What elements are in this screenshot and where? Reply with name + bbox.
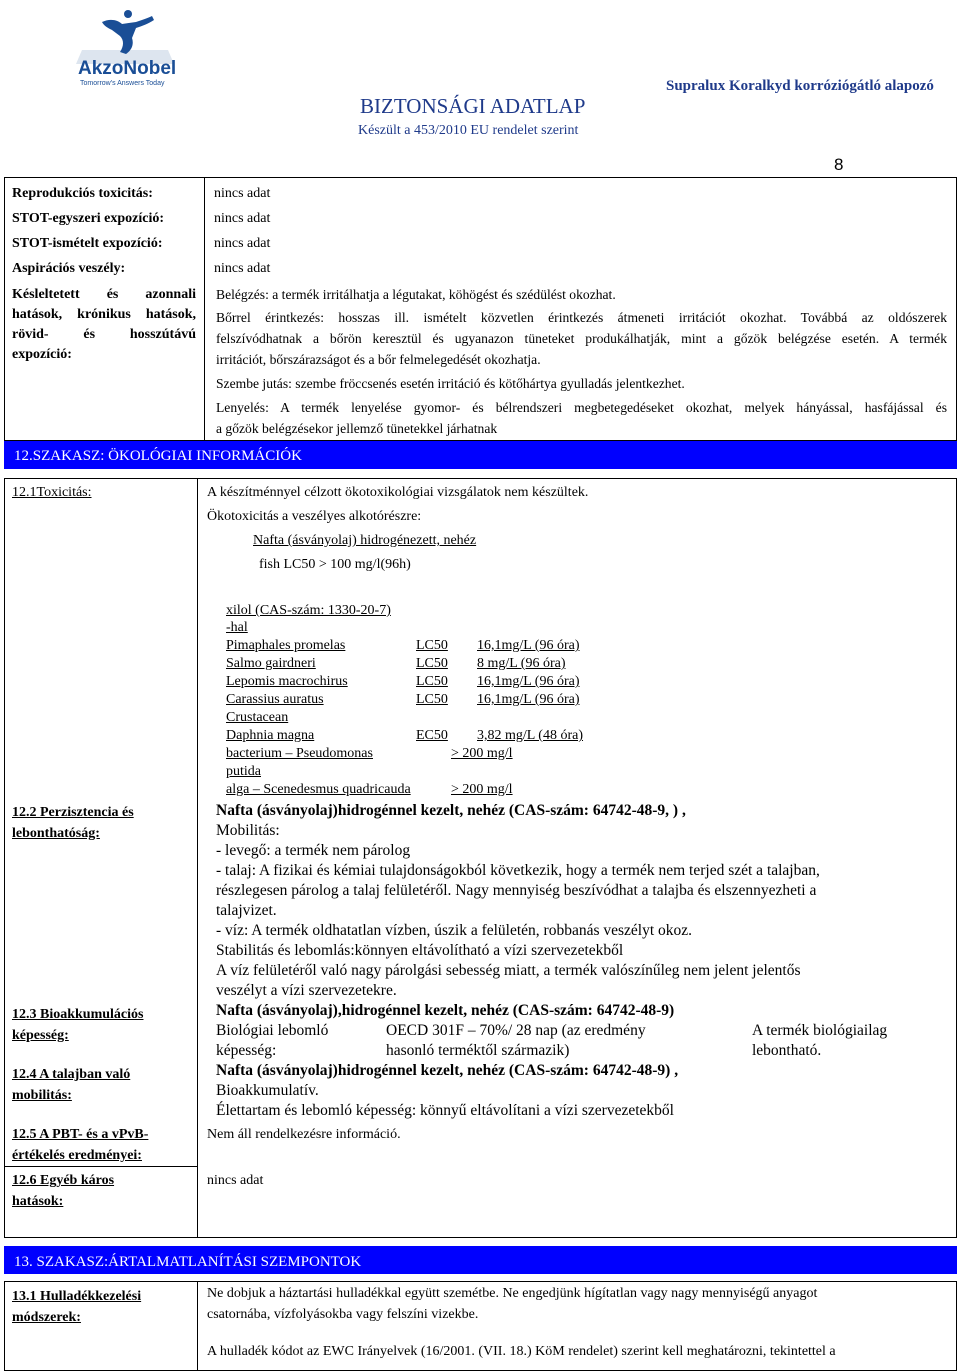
- persistence-heading: Nafta (ásványolaj)hidrogénnel kezelt, nehéz (CAS-szám: 64742-48-9, ) ,: [216, 802, 686, 819]
- bioacc-label: 12.3 Bioakkumulációs: [12, 1007, 144, 1022]
- toxicity-label: 12.1Toxicitás:: [12, 485, 92, 500]
- species-name: Salmo gairdneri: [226, 656, 316, 671]
- other-effects-label: 12.6 Egyéb káros: [12, 1173, 115, 1188]
- column-divider: [197, 1281, 198, 1371]
- species-value: > 200 mg/l: [451, 746, 513, 761]
- persistence-line: Stabilitás és lebomlás:könnyen eltávolítható a vízi szervezetekből: [216, 942, 624, 959]
- species-value: 3,82 mg/L (48 óra): [477, 728, 584, 743]
- persistence-line: Mobilitás:: [216, 822, 280, 839]
- tox-label-delayed-3: rövid- és hosszútávú: [12, 327, 196, 342]
- toxicity-line-2: Ökotoxicitás a veszélyes alkotórészre:: [207, 509, 422, 524]
- mobility-label-2: mobilitás:: [12, 1088, 72, 1103]
- persistence-line: - talaj: A fizikai és kémiai tulajdonságokból következik, hogy a termék nem terjed szét a talajban,: [216, 862, 820, 879]
- species-test: LC50: [416, 656, 448, 671]
- tox-label-delayed-4: expozíció:: [12, 347, 72, 362]
- document-title: BIZTONSÁGI ADATLAP: [360, 94, 586, 118]
- tox-inhalation: Belégzés: a termék irritálhatja a légutakat, köhögést és szédülést okozhat.: [216, 287, 616, 302]
- bio-heading: Nafta (ásványolaj),hidrogénnel kezelt, nehéz (CAS-szám: 64742-48-9): [216, 1002, 675, 1019]
- tox-label-delayed: Késleltetett és azonnali: [12, 287, 196, 302]
- persistence-line: A víz felületéről való nagy párolgási sebesség miatt, a termék valószínűleg nem jelent jelentős: [216, 962, 801, 979]
- tox-value-stot-repeated: nincs adat: [214, 236, 271, 251]
- persistence-line: - levegő: a termék nem párolog: [216, 842, 411, 859]
- waste-label: 13.1 Hulladékkezelési: [12, 1289, 142, 1304]
- tox-skin-line-3: irritációt, bőrszárazságot és a bőr felmelegedését okozhatja.: [216, 352, 541, 367]
- tox-eye: Szembe jutás: szembe fröccsenés esetén irritáció és kötőhártya gyulladás jelentkezhet.: [216, 376, 685, 391]
- tox-label-delayed-2: hatások, krónikus hatások,: [12, 307, 196, 322]
- species-name: Crustacean: [226, 710, 289, 725]
- tox-skin-line-2: felszívódhatnak a bőrön keresztül és ugyanazon tüneteket produkálhatják, mint a gőzök belégzése esetén. A termék: [216, 331, 947, 346]
- product-name: Supralux Koralkyd korróziógátló alapozó: [666, 78, 934, 94]
- akzonobel-logo: [62, 8, 192, 92]
- species-test: LC50: [416, 638, 448, 653]
- bio-col3: A termék biológiailag: [752, 1022, 888, 1039]
- species-value: > 200 mg/l: [451, 782, 513, 797]
- naphtha-name: Nafta (ásványolaj) hidrogénezett, nehéz: [253, 533, 477, 548]
- bio-col1-2: képesség:: [216, 1042, 277, 1059]
- mobility-line-2: Élettartam és lebomló képesség: könnyű eltávolítani a vízi szervezetekből: [216, 1102, 674, 1119]
- tox-skin-line: Bőrrel érintkezés: hosszas ill. ismételt közvetlen érintkezés átmeneti irritációt okozhat. Továbbá az oldószerek: [216, 310, 947, 325]
- species-name: bacterium – Pseudomonas: [226, 746, 373, 761]
- other-effects-value: nincs adat: [207, 1173, 264, 1188]
- bio-col2-2: hasonló terméktől származik): [386, 1042, 570, 1059]
- page-number: 8: [834, 155, 844, 174]
- tox-value-aspiration: nincs adat: [214, 261, 271, 276]
- species-name: Carassius auratus: [226, 692, 324, 707]
- species-value: 16,1mg/L (96 óra): [477, 674, 580, 689]
- species-value: 8 mg/L (96 óra): [477, 656, 566, 671]
- pbt-value: Nem áll rendelkezésre információ.: [207, 1127, 401, 1142]
- xylol-name: xilol (CAS-szám: 1330-20-7): [226, 603, 391, 618]
- species-value: 16,1mg/L (96 óra): [477, 638, 580, 653]
- waste-line-2: csatornába, vízfolyásokba vagy felszíni vizekbe.: [207, 1307, 479, 1322]
- xylol-fish: -hal: [226, 620, 248, 635]
- tox-value-reproductive: nincs adat: [214, 186, 271, 201]
- pbt-label-2: értékelés eredményei:: [12, 1148, 142, 1163]
- species-name: putida: [226, 764, 261, 779]
- species-test: LC50: [416, 674, 448, 689]
- waste-line-3: A hulladék kódot az EWC Irányelvek (16/2001. (VII. 18.) KöM rendelet) szerint kell meghatározni, tekintettel a: [207, 1344, 836, 1359]
- row-divider: [4, 1166, 198, 1167]
- column-divider: [197, 478, 198, 1238]
- species-name: Daphnia magna: [226, 728, 315, 743]
- persistence-line: részlegesen párolog a talaj felületéről. Nagy mennyiség beszívódhat a talajba és elszennyezheti a: [216, 882, 817, 899]
- species-test: EC50: [416, 728, 448, 743]
- other-effects-label-2: hatások:: [12, 1194, 64, 1209]
- tox-ingestion-line: Lenyelés: A termék lenyelése gyomor- és bélrendszeri megbetegedéseket okozhat, melyek hányással, hasfájással és: [216, 400, 947, 415]
- persistence-line: veszélyt a vízi szervezetekre.: [216, 982, 397, 999]
- species-name: Pimaphales promelas: [226, 638, 346, 653]
- logo-tagline: Tomorrow's Answers Today: [80, 80, 165, 87]
- mobility-label: 12.4 A talajban való: [12, 1067, 131, 1082]
- column-divider: [204, 177, 205, 441]
- tox-ingestion-line-2: a gőzök belégzésekor jellemző tünetekkel járhatnak: [216, 421, 498, 436]
- species-name: Lepomis macrochirus: [226, 674, 348, 689]
- persistence-line: talajvizet.: [216, 902, 277, 919]
- pbt-label: 12.5 A PBT- és a vPvB-: [12, 1127, 149, 1142]
- bio-col1: Biológiai lebomló: [216, 1022, 329, 1039]
- bio-col2: OECD 301F – 70%/ 28 nap (az eredmény: [386, 1022, 646, 1039]
- tox-label-reproductive: Reprodukciós toxicitás:: [12, 186, 153, 201]
- persistence-label-2: lebonthatóság:: [12, 826, 100, 841]
- species-value: 16,1mg/L (96 óra): [477, 692, 580, 707]
- toxicity-line-1: A készítménnyel célzott ökotoxikológiai vizsgálatok nem készültek.: [207, 485, 589, 500]
- naphtha-value: fish LC50 > 100 mg/l(96h): [259, 557, 411, 572]
- mobility-line: Bioakkumulatív.: [216, 1082, 319, 1099]
- bioacc-label-2: képesség:: [12, 1028, 69, 1043]
- tox-label-stot-single: STOT-egyszeri expozíció:: [12, 211, 165, 226]
- tox-label-aspiration: Aspirációs veszély:: [12, 261, 126, 276]
- species-test: LC50: [416, 692, 448, 707]
- waste-label-2: módszerek:: [12, 1310, 81, 1325]
- waste-line: Ne dobjuk a háztartási hulladékkal együtt szemétbe. Ne engedjünk hígítatlan vagy nagy mennyiségű anyagot: [207, 1286, 818, 1301]
- document-subtitle: Készült a 453/2010 EU rendelet szerint: [358, 123, 579, 138]
- persistence-line: - víz: A termék oldhatatlan vízben, úszik a felületén, robbanás veszélyt okoz.: [216, 922, 693, 939]
- bio-col3-2: lebontható.: [752, 1042, 822, 1059]
- tox-value-stot-single: nincs adat: [214, 211, 271, 226]
- tox-label-stot-repeated: STOT-ismételt expozíció:: [12, 236, 163, 251]
- persistence-label: 12.2 Perzisztencia és: [12, 805, 134, 820]
- section-13-header: 13. SZAKASZ:ÁRTALMATLANÍTÁSI SZEMPONTOK: [4, 1246, 957, 1274]
- species-name: alga – Scenedesmus quadricauda: [226, 782, 411, 797]
- logo-text: AkzoNobel: [78, 58, 177, 79]
- section-12-header: 12.SZAKASZ: ÖKOLÓGIAI INFORMÁCIÓK: [4, 441, 957, 469]
- mobility-heading: Nafta (ásványolaj)hidrogénnel kezelt, nehéz (CAS-szám: 64742-48-9) ,: [216, 1062, 679, 1079]
